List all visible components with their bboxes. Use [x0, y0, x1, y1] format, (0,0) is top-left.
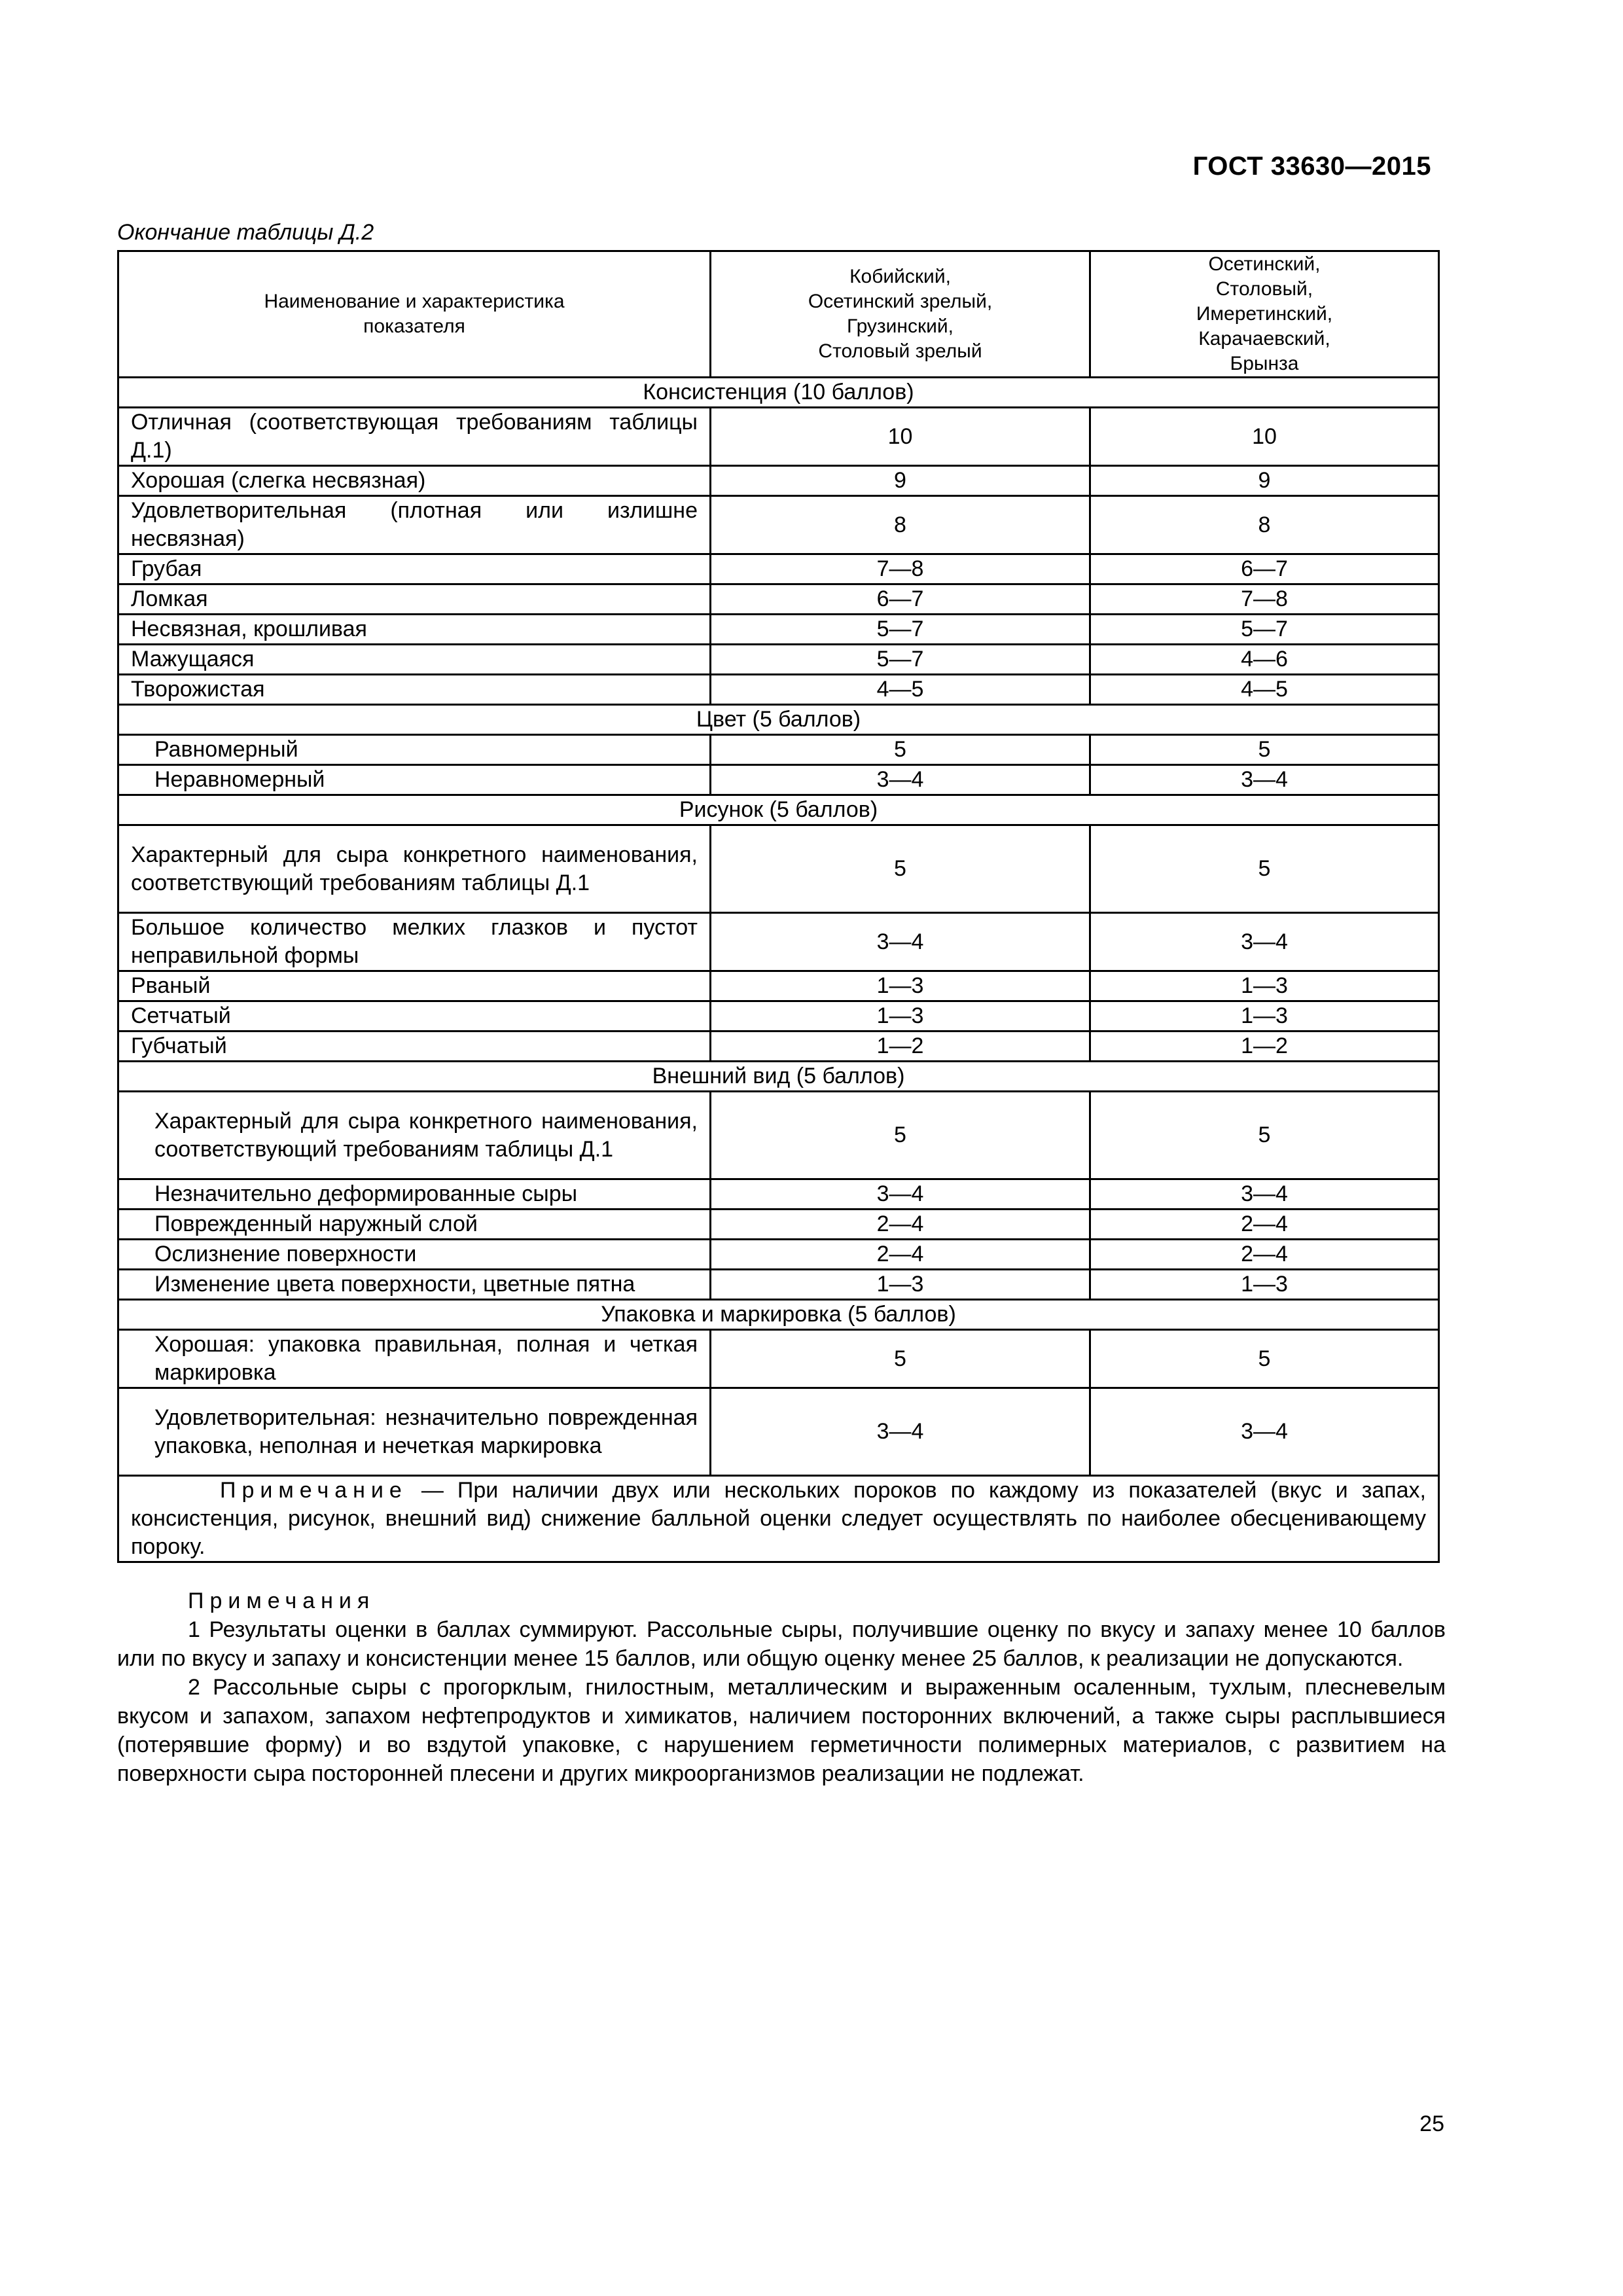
row-value-1: 3—4 — [711, 1179, 1090, 1210]
row-value-2: 1—2 — [1090, 1031, 1439, 1062]
row-value-1: 2—4 — [711, 1240, 1090, 1270]
table-row — [118, 615, 1439, 645]
header-line: Кобийский, — [849, 266, 951, 287]
row-name: Характерный для сыра конкретного наименования, соответствующий требованиям таблицы Д.1 — [118, 825, 711, 913]
header-line: Столовый зрелый — [818, 340, 982, 362]
row-value-1: 3—4 — [711, 765, 1090, 795]
row-value-2: 5 — [1090, 1330, 1439, 1388]
table-row — [118, 1270, 1439, 1300]
row-value-2: 2—4 — [1090, 1210, 1439, 1240]
row-name: Удовлетворительная: незначительно поврежденная упаковка, неполная и нечеткая маркировка — [118, 1388, 711, 1476]
row-value-1: 1—3 — [711, 1001, 1090, 1031]
table-row — [118, 913, 1439, 971]
row-value-1: 5 — [711, 735, 1090, 765]
row-value-2: 1—3 — [1090, 1270, 1439, 1300]
row-name: Хорошая: упаковка правильная, полная и четкая маркировка — [118, 1330, 711, 1388]
table-header-row — [118, 251, 1439, 378]
row-name: Несвязная, крошливая — [118, 615, 711, 645]
row-value-1: 5—7 — [711, 615, 1090, 645]
notes-block — [117, 1587, 1446, 1788]
row-value-1: 5 — [711, 825, 1090, 913]
header-line: показателя — [363, 315, 465, 337]
table-note-text: — При наличии двух или нескольких пороков по каждому из показателей (вкус и запах, консистенция, рисунок, внешний вид) снижение балльной оценки следует осуществлять по наиболее обесценивающему пороку. — [131, 1478, 1426, 1559]
row-value-2: 3—4 — [1090, 913, 1439, 971]
rating-table — [117, 250, 1440, 1563]
table-row — [118, 1330, 1439, 1388]
table-row — [118, 971, 1439, 1001]
table-row — [118, 1388, 1439, 1476]
row-name: Незначительно деформированные сыры — [118, 1179, 711, 1210]
row-value-2: 5 — [1090, 735, 1439, 765]
header-line: Грузинский, — [847, 315, 954, 337]
row-value-2: 1—3 — [1090, 971, 1439, 1001]
row-name: Хорошая (слегка несвязная) — [118, 466, 711, 496]
table-row — [118, 1240, 1439, 1270]
row-value-1: 3—4 — [711, 1388, 1090, 1476]
row-name: Грубая — [118, 554, 711, 584]
header-line: Осетинский, — [1208, 253, 1321, 275]
row-value-2: 2—4 — [1090, 1240, 1439, 1270]
table-row — [118, 408, 1439, 466]
header-line: Имеретинский, — [1196, 303, 1333, 325]
table-row — [118, 1031, 1439, 1062]
row-value-2: 7—8 — [1090, 584, 1439, 615]
row-name: Равномерный — [118, 735, 711, 765]
section-row — [118, 378, 1439, 408]
table-row — [118, 765, 1439, 795]
table-row — [118, 496, 1439, 554]
header-group-2 — [1090, 251, 1439, 378]
row-name: Рваный — [118, 971, 711, 1001]
row-value-1: 10 — [711, 408, 1090, 466]
section-row — [118, 1300, 1439, 1330]
row-value-1: 7—8 — [711, 554, 1090, 584]
section-row — [118, 705, 1439, 735]
row-value-2: 3—4 — [1090, 1388, 1439, 1476]
section-row — [118, 795, 1439, 825]
row-value-2: 10 — [1090, 408, 1439, 466]
section-title-appearance: Внешний вид (5 баллов) — [118, 1062, 1439, 1092]
table-caption: Окончание таблицы Д.2 — [117, 220, 374, 245]
header-line: Брынза — [1230, 353, 1299, 374]
row-value-1: 5 — [711, 1092, 1090, 1179]
header-line: Осетинский зрелый, — [808, 291, 993, 312]
row-value-1: 1—3 — [711, 971, 1090, 1001]
header-line: Столовый, — [1215, 278, 1313, 300]
table-row — [118, 584, 1439, 615]
row-value-1: 3—4 — [711, 913, 1090, 971]
row-value-2: 8 — [1090, 496, 1439, 554]
row-name: Неравномерный — [118, 765, 711, 795]
header-line: Карачаевский, — [1198, 328, 1330, 350]
table-note — [118, 1476, 1439, 1562]
row-name: Губчатый — [118, 1031, 711, 1062]
row-value-1: 6—7 — [711, 584, 1090, 615]
table-row — [118, 825, 1439, 913]
header-indicator — [118, 251, 711, 378]
row-value-2: 6—7 — [1090, 554, 1439, 584]
row-value-1: 1—2 — [711, 1031, 1090, 1062]
row-value-2: 4—6 — [1090, 645, 1439, 675]
row-value-2: 5 — [1090, 825, 1439, 913]
row-value-2: 9 — [1090, 466, 1439, 496]
table-row — [118, 675, 1439, 705]
row-name: Характерный для сыра конкретного наименования, соответствующий требованиям таблицы Д.1 — [118, 1092, 711, 1179]
table-row — [118, 466, 1439, 496]
row-value-1: 4—5 — [711, 675, 1090, 705]
row-value-2: 3—4 — [1090, 1179, 1439, 1210]
row-name: Изменение цвета поверхности, цветные пятна — [118, 1270, 711, 1300]
row-value-1: 9 — [711, 466, 1090, 496]
row-name: Поврежденный наружный слой — [118, 1210, 711, 1240]
row-name: Творожистая — [118, 675, 711, 705]
header-group-1 — [711, 251, 1090, 378]
row-value-2: 5 — [1090, 1092, 1439, 1179]
section-title-color: Цвет (5 баллов) — [118, 705, 1439, 735]
table-row — [118, 735, 1439, 765]
notes-title: Примечания — [188, 1588, 376, 1613]
table-row — [118, 645, 1439, 675]
row-value-2: 4—5 — [1090, 675, 1439, 705]
note-item: 1 Результаты оценки в баллах суммируют. Рассольные сыры, получившие оценку по вкусу и запаху менее 10 баллов или по вкусу и запаху и консистенции менее 15 баллов, или общую оценку менее 25 баллов, к реализации не допускаются. — [117, 1617, 1446, 1671]
table-row — [118, 1092, 1439, 1179]
note-item: 2 Рассольные сыры с прогорклым, гнилостным, металлическим и выраженным осаленным, тухлым, плесневелым вкусом и запахом, запахом нефтепродуктов и химикатов, наличием посторонних включений, а также сыры расплывшиеся (потерявшие форму) и во вздутой упаковке, с нарушением герметичности полимерных материалов, с развитием на поверхности сыра посторонней плесени и других микроорганизмов реализации не подлежат. — [117, 1675, 1446, 1786]
row-name: Сетчатый — [118, 1001, 711, 1031]
note-row — [118, 1476, 1439, 1562]
row-value-1: 5 — [711, 1330, 1090, 1388]
table-row — [118, 1179, 1439, 1210]
table-row — [118, 1210, 1439, 1240]
row-name: Отличная (соответствующая требованиям таблицы Д.1) — [118, 408, 711, 466]
document-code: ГОСТ 33630—2015 — [1192, 152, 1431, 181]
row-value-1: 5—7 — [711, 645, 1090, 675]
table-row — [118, 554, 1439, 584]
row-name: Ослизнение поверхности — [118, 1240, 711, 1270]
row-value-2: 1—3 — [1090, 1001, 1439, 1031]
section-title-packaging: Упаковка и маркировка (5 баллов) — [118, 1300, 1439, 1330]
row-name: Мажущаяся — [118, 645, 711, 675]
row-name: Удовлетворительная (плотная или излишне несвязная) — [118, 496, 711, 554]
section-title-consistency: Консистенция (10 баллов) — [118, 378, 1439, 408]
header-line: Наименование и характеристика — [264, 291, 565, 312]
row-value-1: 1—3 — [711, 1270, 1090, 1300]
row-value-1: 2—4 — [711, 1210, 1090, 1240]
row-name: Большое количество мелких глазков и пустот неправильной формы — [118, 913, 711, 971]
page-number: 25 — [1419, 2111, 1444, 2136]
section-row — [118, 1062, 1439, 1092]
row-value-2: 3—4 — [1090, 765, 1439, 795]
row-name: Ломкая — [118, 584, 711, 615]
row-value-1: 8 — [711, 496, 1090, 554]
section-title-pattern: Рисунок (5 баллов) — [118, 795, 1439, 825]
table-note-label: Примечание — [220, 1478, 408, 1503]
table-row — [118, 1001, 1439, 1031]
row-value-2: 5—7 — [1090, 615, 1439, 645]
